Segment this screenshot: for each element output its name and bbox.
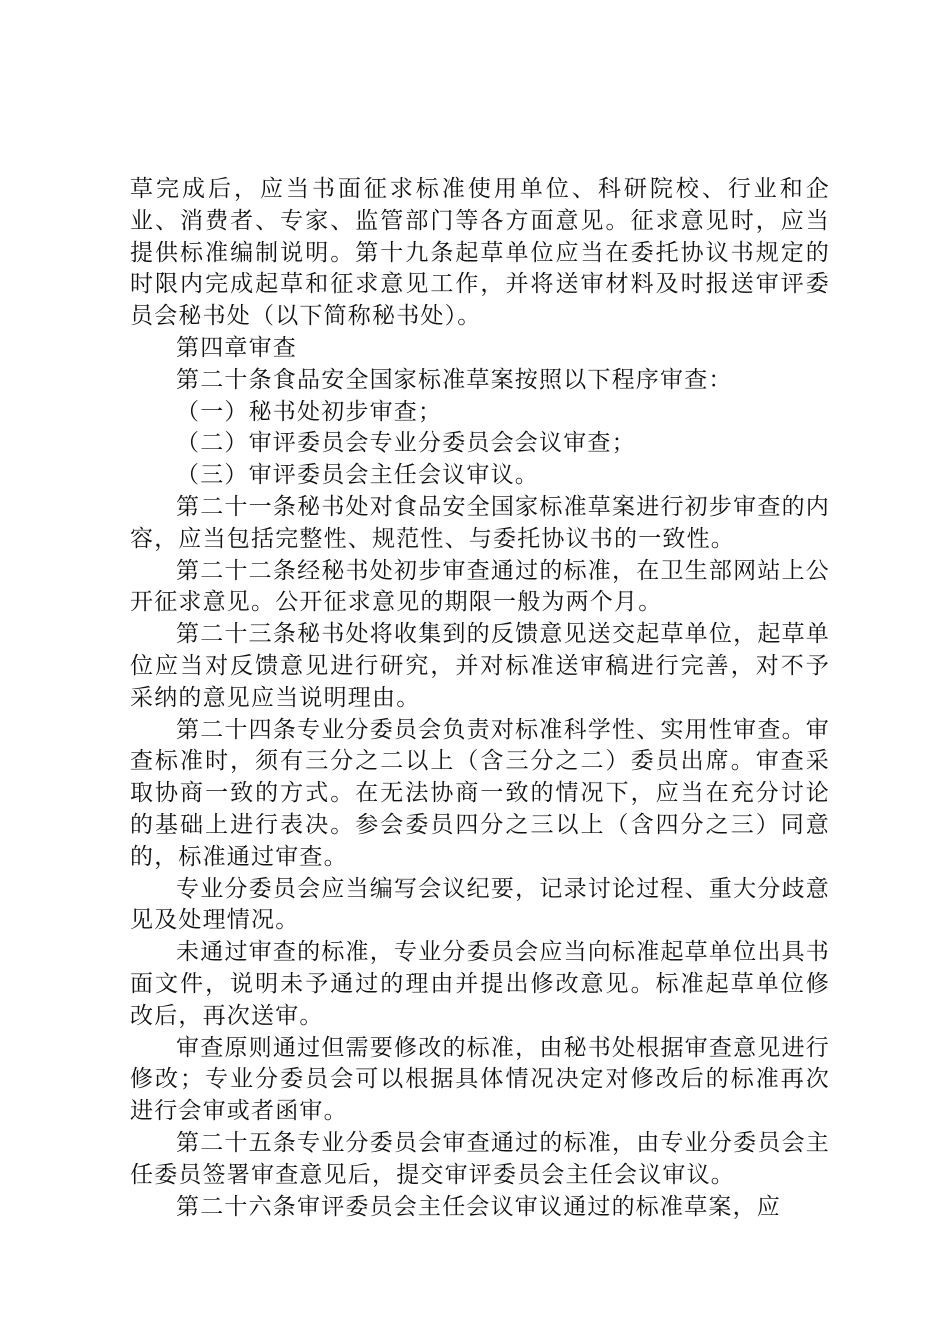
paragraph-revision: 审查原则通过但需要修改的标准，由秘书处根据审查意见进行修改；专业分委员会可以根据具体情况决定对修改后的标准再次进行会审或者函审。 (130, 1034, 830, 1125)
list-item-1: （一）秘书处初步审查； (176, 398, 443, 425)
article-25: 第二十五条专业分委员会审查通过的标准，由专业分委员会主任委员签署审查意见后，提交审评委员会主任会议审议。 (130, 1129, 830, 1188)
list-item-3: （三）审评委员会主任会议审议。 (176, 462, 539, 489)
document-body (130, 174, 830, 1223)
article-22: 第二十二条经秘书处初步审查通过的标准，在卫生部网站上公开征求意见。公开征求意见的期限一般为两个月。 (130, 557, 830, 616)
list-item-2: （二）审评委员会专业分委员会会议审查； (176, 430, 636, 457)
paragraph-continued: 草完成后，应当书面征求标准使用单位、科研院校、行业和企业、消费者、专家、监管部门等各方面意见。征求意见时，应当提供标准编制说明。第十九条起草单位应当在委托协议书规定的时限内完成起草和征求意见工作，并将送审材料及时报送审评委员会秘书处（以下简称秘书处）。 (130, 176, 830, 330)
article-23: 第二十三条秘书处将收集到的反馈意见送交起草单位，起草单位应当对反馈意见进行研究，并对标准送审稿进行完善，对不予采纳的意见应当说明理由。 (130, 621, 830, 711)
article-26: 第二十六条审评委员会主任会议审议通过的标准草案，应 (176, 1193, 781, 1220)
paragraph-not-passed: 未通过审查的标准，专业分委员会应当向标准起草单位出具书面文件，说明未予通过的理由并提出修改意见。标准起草单位修改后，再次送审。 (130, 939, 830, 1029)
paragraph-minutes: 专业分委员会应当编写会议纪要，记录讨论过程、重大分歧意见及处理情况。 (130, 875, 830, 934)
article-20: 第二十条食品安全国家标准草案按照以下程序审查： (176, 366, 733, 393)
article-24: 第二十四条专业分委员会负责对标准科学性、实用性审查。审查标准时，须有三分之二以上（含三分之二）委员出席。审查采取协商一致的方式。在无法协商一致的情况下，应当在充分讨论的基础上进行表决。参会委员四分之三以上（含四分之三）同意的，标准通过审查。 (130, 716, 830, 870)
article-21: 第二十一条秘书处对食品安全国家标准草案进行初步审查的内容，应当包括完整性、规范性、与委托协议书的一致性。 (130, 493, 830, 552)
chapter-heading: 第四章审查 (176, 334, 297, 361)
